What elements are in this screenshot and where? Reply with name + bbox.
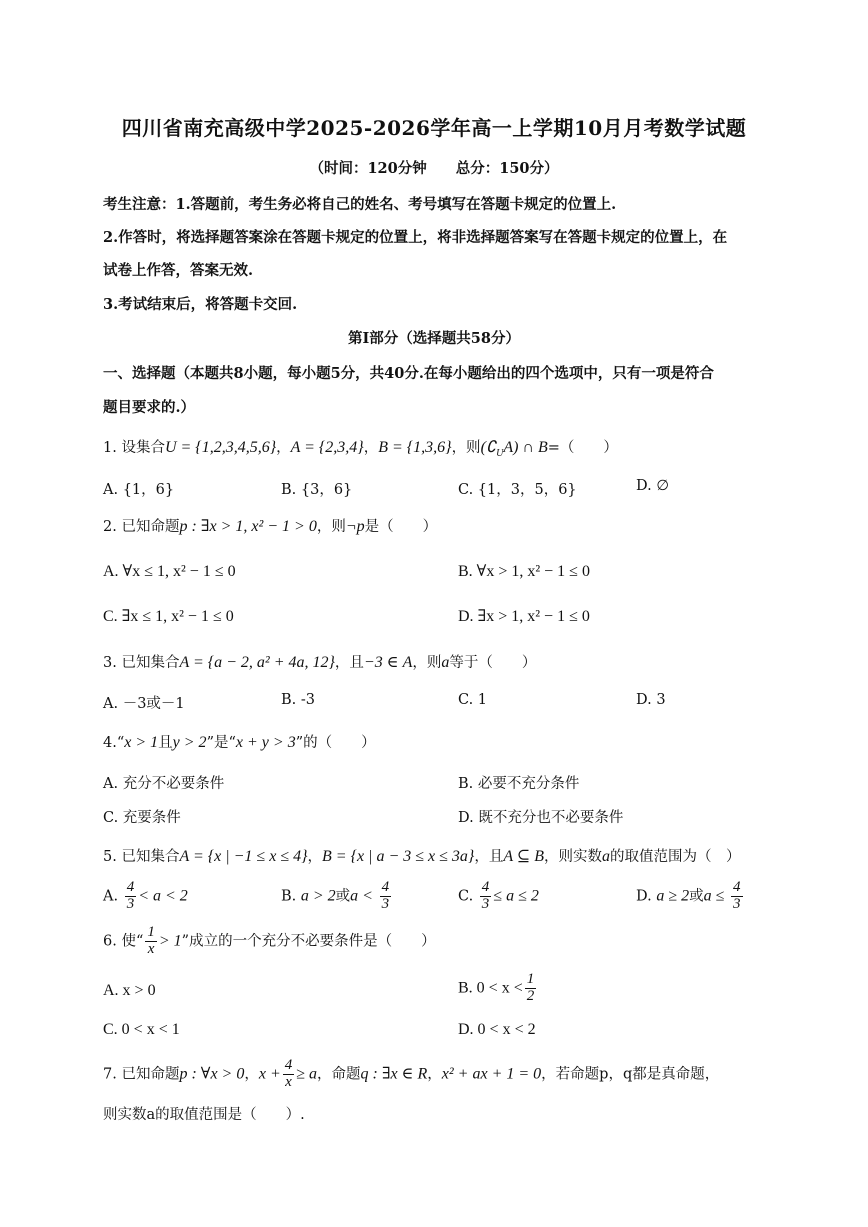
- q2-text-then: ，则: [316, 519, 346, 535]
- q4-cond-x: x > 1: [124, 734, 159, 751]
- q7-text-prop: ，命题: [317, 1066, 361, 1083]
- q2-option-a: A. ∀x ≤ 1, x² − 1 ≤ 0: [103, 563, 236, 580]
- q1-text: 1. 设集合: [103, 440, 165, 456]
- question-3-stem: [103, 651, 536, 672]
- q3-option-c: C. 1: [458, 692, 488, 708]
- question-6-stem: [103, 925, 436, 958]
- q5-a-label: A.: [103, 888, 119, 905]
- q5-b-label: B.: [281, 888, 297, 905]
- question-1-stem: 1. 设集合U = {1,2,3,4,5,6}，A = {2,3,4}，B = {1,3,6}，则$(∁_UA)$ ∩ B=（ ）: [103, 439, 618, 459]
- q4-cond-y: y > 2: [172, 734, 207, 751]
- q3-variable: a: [441, 654, 450, 671]
- q4-text-and: 且: [158, 735, 173, 751]
- q6-expr: > 1: [158, 932, 182, 950]
- q2-option-b: B. ∀x > 1, x² − 1 ≤ 0: [458, 563, 590, 580]
- q4-option-c: C. 充要条件: [103, 810, 181, 826]
- q6-option-c: C. 0 < x < 1: [103, 1021, 180, 1038]
- q5-set-a: A = {x | −1 ≤ x ≤ 4}: [179, 848, 308, 865]
- page-title: 四川省南充高级中学2025-2026学年高一上学期10月月考数学试题: [121, 116, 747, 140]
- q5-d-expr1: a ≥ 2: [656, 887, 690, 905]
- notice-3: 3.考试结束后，将答题卡交回.: [103, 296, 298, 313]
- q2-option-c: C. ∃x ≤ 1, x² − 1 ≤ 0: [103, 608, 234, 625]
- q7-expr-lhs: x +: [258, 1065, 281, 1083]
- q5-c-expr: ≤ a ≤ 2: [493, 887, 539, 905]
- q5-text-and: ，且: [474, 849, 504, 865]
- q2-proposition: p : ∃x > 1, x² − 1 > 0: [179, 518, 317, 535]
- question-5-stem: 5. 已知集合A = {x | −1 ≤ x ≤ 4}，B = {x | a − 3 ≤ x ≤ 3a}，且A ⊆ B，则实数a的取值范围为（ ）: [103, 848, 741, 865]
- q6-option-d: D. 0 < x < 2: [458, 1021, 536, 1038]
- q5-b-expr2: a <: [350, 887, 373, 905]
- q3-option-b: B. -3: [281, 692, 315, 708]
- q3-option-a: A. －3或－1: [103, 696, 185, 712]
- q1-option-b: B. {3，6}: [281, 482, 353, 498]
- q7-prop-q: q : ∃x ∈ R: [360, 1065, 428, 1083]
- question-4-stem: [103, 731, 376, 752]
- q7-expr-rhs: ≥ a: [296, 1065, 318, 1083]
- q3-set: A = {a − 2, a² + 4a, 12}: [179, 654, 335, 671]
- q5-b-expr1: a > 2: [300, 887, 336, 905]
- q7-text-cond: ，若命题p，q都是真命题，: [541, 1066, 720, 1083]
- q4-blank: ”的（ ）: [295, 735, 376, 751]
- q1-set-a: A = {2,3,4}: [290, 439, 364, 456]
- exam-time-info: （时间：120分钟 总分：150分）: [309, 160, 559, 177]
- q1-complement: (∁: [480, 439, 497, 456]
- q3-text-and: ，且: [334, 655, 364, 671]
- q1-blank: =（ ）: [547, 440, 618, 456]
- q5-option-c: [458, 880, 539, 913]
- q5-d-fraction: $\frac{4}{3}$: [733, 879, 741, 912]
- q7-text: 7. 已知命题: [103, 1066, 180, 1083]
- q5-c-label: C.: [458, 888, 474, 905]
- q6-fraction: $\frac{1}{x}$: [147, 924, 155, 957]
- q4-option-a: A. 充分不必要条件: [103, 776, 225, 792]
- q3-text-then: ，则: [412, 655, 442, 671]
- q3-condition: −3 ∈ A: [363, 654, 413, 671]
- q6-b-fraction: $\frac{1}{2}$: [526, 971, 535, 1004]
- q5-b-fraction: $\frac{4}{3}$: [381, 879, 390, 912]
- question-7-stem-cont: 则实数a的取值范围是（ ）.: [103, 1107, 305, 1123]
- q5-variable: a: [602, 848, 610, 865]
- q1-option-c: C. {1，3，5，6}: [458, 482, 577, 498]
- q4-option-b: B. 必要不充分条件: [458, 776, 580, 792]
- section-heading: 一、选择题（本题共8小题，每小题5分，共40分.在每小题给出的四个选项中，只有一项是符合: [103, 365, 714, 382]
- q7-prop-p: p : ∀x > 0: [179, 1065, 245, 1083]
- notice-2: 2.作答时，将选择题答案涂在答题卡规定的位置上，将非选择题答案写在答题卡规定的位置上，在: [103, 229, 728, 246]
- part-title: 第I部分（选择题共58分）: [348, 330, 520, 347]
- q3-blank: 等于（ ）: [449, 655, 537, 671]
- q5-c-fraction: $\frac{4}{3}$: [481, 879, 490, 912]
- q1-set-b: B = {1,3,6}: [378, 439, 452, 456]
- section-heading-cont: 题目要求的.）: [103, 399, 196, 416]
- q1-set-u: U = {1,2,3,4,5,6}: [164, 439, 277, 456]
- q6-option-a: A. x > 0: [103, 982, 156, 999]
- q4-cond-sum: x + y > 3: [235, 734, 296, 751]
- notice-2-cont: 试卷上作答，答案无效.: [103, 262, 254, 279]
- q6-option-b: [458, 972, 538, 1005]
- question-2-stem: [103, 515, 437, 536]
- q5-d-or: 或: [689, 888, 704, 905]
- q5-blank: 的取值范围为（ ）: [610, 849, 741, 865]
- q6-blank: ”成立的一个充分不必要条件是（ ）: [181, 933, 436, 950]
- q6-b-expr: B. 0 < x <: [458, 979, 523, 997]
- question-7-stem: 7. 已知命题p : ∀x > 0，x + $\frac{4}{x}$ ≥ a，命题q : ∃x ∈ R，x² + ax + 1 = 0，若命题p，q都是真命题，: [103, 1057, 720, 1090]
- q5-d-expr2: a ≤: [703, 887, 725, 905]
- q5-subset: A ⊆ B: [503, 848, 544, 865]
- q2-text: 2. 已知命题: [103, 519, 180, 535]
- q5-option-d: [636, 880, 745, 913]
- q1-option-a: A. {1，6}: [103, 482, 175, 498]
- q4-option-d: D. 既不充分也不必要条件: [458, 810, 624, 826]
- q5-option-a: [103, 880, 188, 913]
- q5-text: 5. 已知集合: [103, 849, 180, 865]
- q2-blank: 是（ ）: [364, 519, 438, 535]
- q1-complement-sub: U: [496, 447, 504, 459]
- q6-text: 6. 使“: [103, 933, 144, 950]
- q4-text: 4.“: [103, 735, 125, 751]
- q1-intersection: A) ∩ B: [503, 439, 548, 456]
- q2-option-d: D. ∃x > 1, x² − 1 ≤ 0: [458, 608, 590, 625]
- q3-text: 3. 已知集合: [103, 655, 180, 671]
- q5-option-b: [281, 880, 393, 913]
- q4-text-is: ”是“: [206, 735, 236, 751]
- q7-fraction: $\frac{4}{x}$: [284, 1057, 293, 1090]
- q2-negation: ¬p: [345, 518, 365, 535]
- notice-1: 考生注意：1.答题前，考生务必将自己的姓名、考号填写在答题卡规定的位置上.: [103, 196, 617, 213]
- q1-text-then: ，则: [451, 440, 481, 456]
- q5-text-then: ，则实数: [544, 849, 602, 865]
- q3-option-d: D. 3: [636, 692, 666, 708]
- q5-a-fraction: $\frac{4}{3}$: [126, 879, 135, 912]
- q5-b-or: 或: [335, 888, 351, 905]
- q1-option-d: D. ∅: [636, 478, 669, 494]
- q5-a-expr: < a < 2: [138, 887, 188, 905]
- q5-set-b: B = {x | a − 3 ≤ x ≤ 3a}: [322, 848, 475, 865]
- q7-equation: x² + ax + 1 = 0: [441, 1065, 542, 1083]
- q5-d-label: D.: [636, 888, 652, 905]
